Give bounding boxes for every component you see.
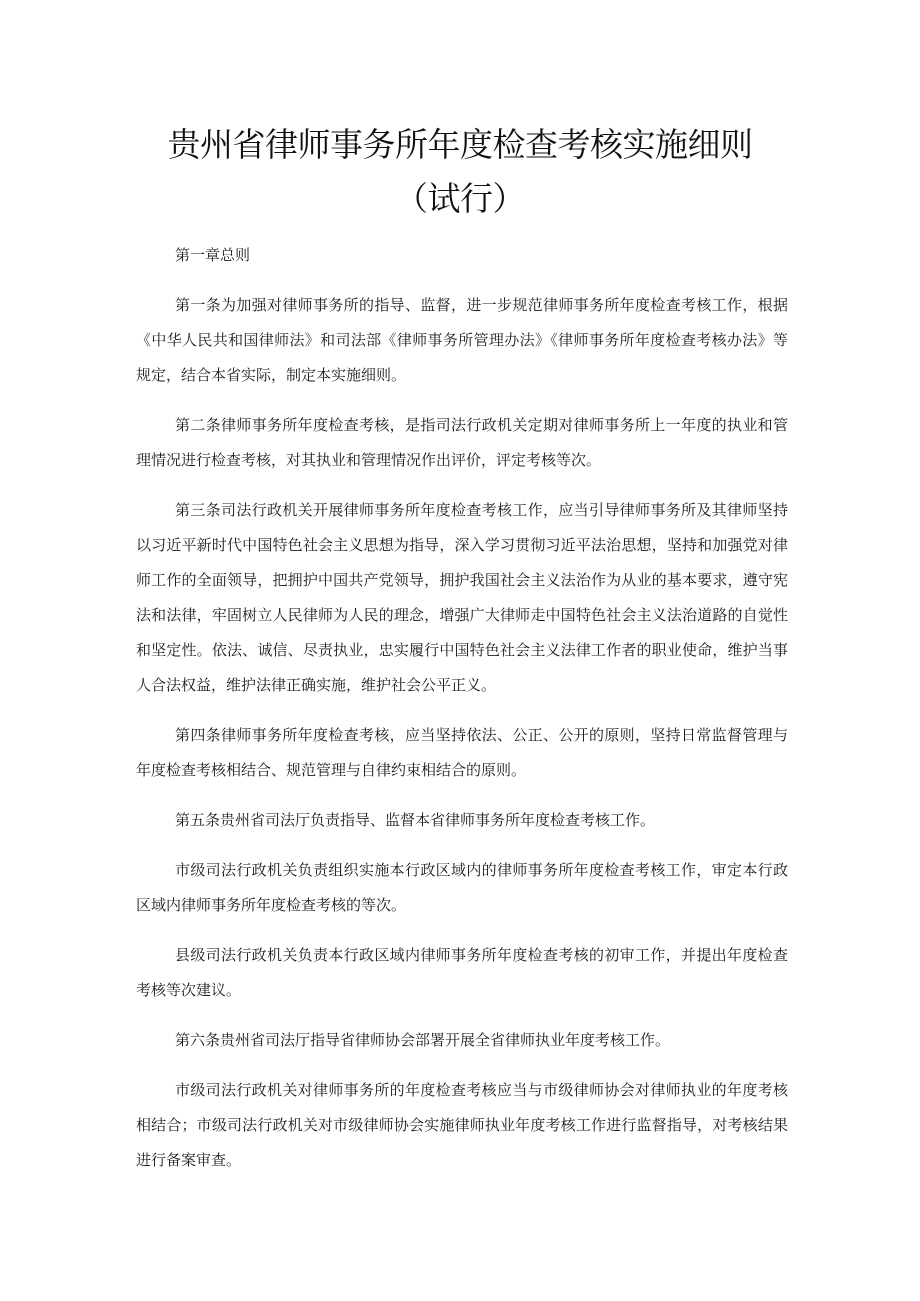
document-title: 贵州省律师事务所年度检查考核实施细则 — [167, 125, 753, 164]
paragraph-article-5: 第五条贵州省司法厅负责指导、监督本省律师事务所年度检查考核工作。 — [175, 811, 656, 829]
paragraph-article-2: 第二条律师事务所年度检查考核，是指司法行政机关定期对律师事务所上一年度的执业和管理情况进行检查考核，对其执业和管理情况作出评价，评定考核等次。 — [136, 416, 788, 469]
paragraph-article-4: 第四条律师事务所年度检查考核，应当坚持依法、公正、公开的原则，坚持日常监督管理与年度检查考核相结合、规范管理与自律约束相结合的原则。 — [136, 726, 788, 779]
chapter-heading: 第一章总则 — [175, 246, 251, 264]
paragraph-article-5-city: 市级司法行政机关负责组织实施本行政区域内的律师事务所年度检查考核工作，审定本行政区域内律师事务所年度检查考核的等次。 — [136, 861, 788, 914]
paragraph-article-5-county: 县级司法行政机关负责本行政区域内律师事务所年度检查考核的初审工作，并提出年度检查考核等次建议。 — [136, 946, 788, 999]
paragraph-article-3: 第三条司法行政机关开展律师事务所年度检查考核工作，应当引导律师事务所及其律师坚持以习近平新时代中国特色社会主义思想为指导，深入学习贯彻习近平法治思想，坚持和加强党对律师工作的全面领导，把拥护中国共产党领导，拥护我国社会主义法治作为从业的基本要求，遵守宪法和法律，牢固树立人民律师为人民的理念，增强广大律师走中国特色社会主义法治道路的自觉性和坚定性。依法、诚信、尽责执业，忠实履行中国特色社会主义法律工作者的职业使命，维护当事人合法权益，维护法律正确实施，维护社会公平正义。 — [136, 501, 788, 694]
paragraph-article-1: 第一条为加强对律师事务所的指导、监督，进一步规范律师事务所年度检查考核工作，根据《中华人民共和国律师法》和司法部《律师事务所管理办法》《律师事务所年度检查考核办法》等规定，结合本省实际，制定本实施细则。 — [136, 296, 788, 384]
document-body — [136, 238, 788, 1193]
document-subtitle: （试行） — [395, 179, 525, 218]
paragraph-article-6-city: 市级司法行政机关对律师事务所的年度检查考核应当与市级律师协会对律师执业的年度考核相结合；市级司法行政机关对市级律师协会实施律师执业年度考核工作进行监督指导，对考核结果进行备案审查。 — [136, 1081, 788, 1169]
paragraph-article-6: 第六条贵州省司法厅指导省律师协会部署开展全省律师执业年度考核工作。 — [175, 1031, 671, 1049]
